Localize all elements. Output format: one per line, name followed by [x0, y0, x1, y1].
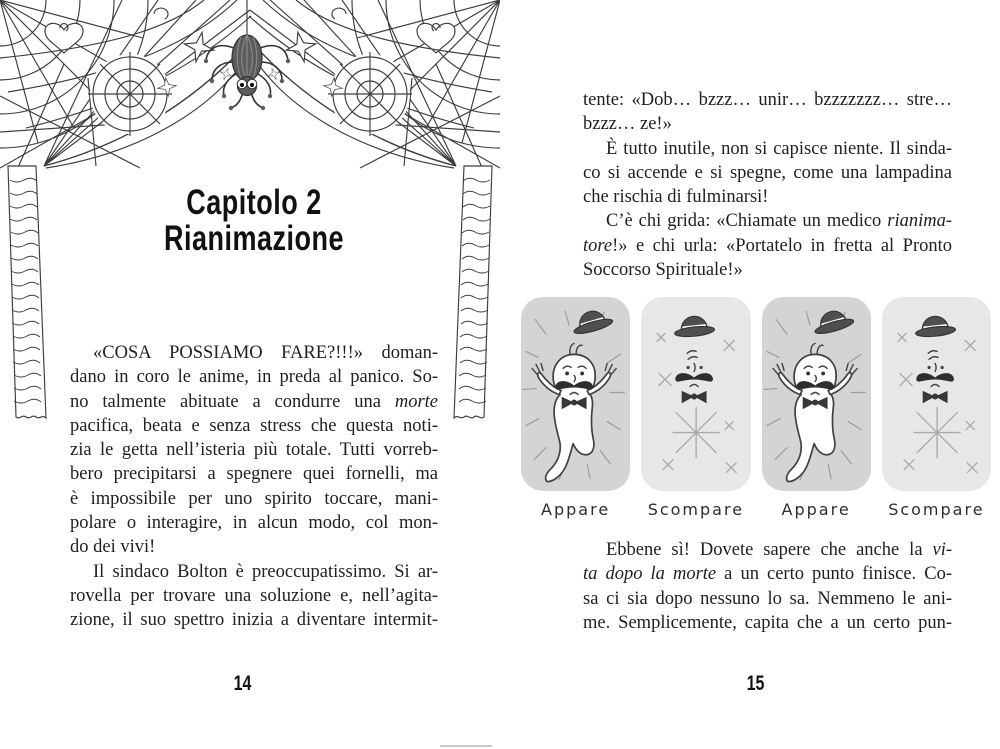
ghost-appearing-illustration [521, 297, 630, 491]
text-line: pacifica, beata e senza stress che questa noti- [70, 415, 438, 436]
text-line: me. Semplicemente, capita che a un certo pun- [583, 612, 952, 633]
panel-label: Scompare [888, 500, 985, 519]
page-number-left: 14 [233, 673, 252, 696]
text-line: tente: «Dob… bzzz… unir… bzzzzzzz… stre… [583, 90, 952, 110]
text-line: co si accende e si spegne, come una lampadina [583, 162, 952, 183]
ghost-panel [521, 297, 630, 519]
panel-label: Scompare [647, 500, 745, 519]
text-line: zione, il suo spettro inizia a diventare intermit- [70, 610, 438, 631]
ghost-appearing-illustration [762, 297, 871, 491]
text-line: Ebbene sì! Dovete sapere che anche la vi- [606, 540, 952, 560]
star-icon [218, 66, 233, 81]
right-page-bottom-paragraphs [583, 538, 952, 635]
text-line: bero precipitarsi a spegnere quei fornelli, ma [70, 464, 438, 485]
ghost-panel [882, 297, 991, 519]
page-fold-mark [440, 745, 492, 747]
text-line: È tutto inutile, non si capisce niente. Il sinda- [606, 138, 952, 159]
text-line: polare o interagire, in alcun modo, col mon- [70, 513, 438, 534]
text-line: dano in coro le anime, in preda al panico. So- [70, 367, 438, 388]
panel-label: Appare [541, 500, 611, 519]
text-line: è impossibile per uno spirito toccare, mani- [70, 488, 438, 509]
heart-icon [45, 23, 83, 53]
text-line: no talmente abituate a condurre una morte [70, 391, 438, 412]
right-page-top-paragraphs [583, 88, 952, 282]
text-line: sa ci sia dopo nessuno lo sa. Nemmeno le ani- [583, 588, 952, 609]
left-page-paragraphs [70, 341, 438, 633]
ghost-disappearing-illustration [882, 297, 991, 491]
text-line: ta dopo la morte a un certo punto finisce. Co- [583, 564, 952, 585]
ghost-disappearing-illustration [641, 297, 750, 491]
page-number-right: 15 [746, 673, 765, 696]
panel-label: Appare [781, 500, 851, 519]
text-line: Il sindaco Bolton è preoccupatissimo. Si ar- [93, 561, 438, 582]
text-line: do dei vivi! [70, 537, 156, 558]
text-line: rovella per trovare una soluzione e, nell’agita- [70, 585, 438, 606]
curtain-tail-icon [8, 166, 46, 418]
text-line: zia le getta nell’isteria più totale. Tutti vorreb- [70, 440, 438, 461]
ghost-panels-row [521, 297, 991, 519]
text-line: bzzz… ze!» [583, 114, 672, 135]
text-line: «COSA POSSIAMO FARE?!!!» doman- [93, 343, 438, 363]
text-line: che rischia di fulminarsi! [583, 187, 769, 208]
text-line: tore!» e chi urla: «Portatelo in fretta al Pronto [583, 235, 952, 256]
text-line: Soccorso Spirituale!» [583, 260, 743, 281]
chapter-number: Capitolo 2 [186, 182, 322, 222]
chapter-heading-block [70, 184, 438, 256]
spiderweb-icon [88, 52, 172, 136]
ghost-panel [762, 297, 871, 519]
ghost-panel [641, 297, 750, 519]
text-line: C’è chi grida: «Chiamate un medico rianima- [606, 211, 952, 232]
chapter-title: Rianimazione [163, 218, 345, 258]
